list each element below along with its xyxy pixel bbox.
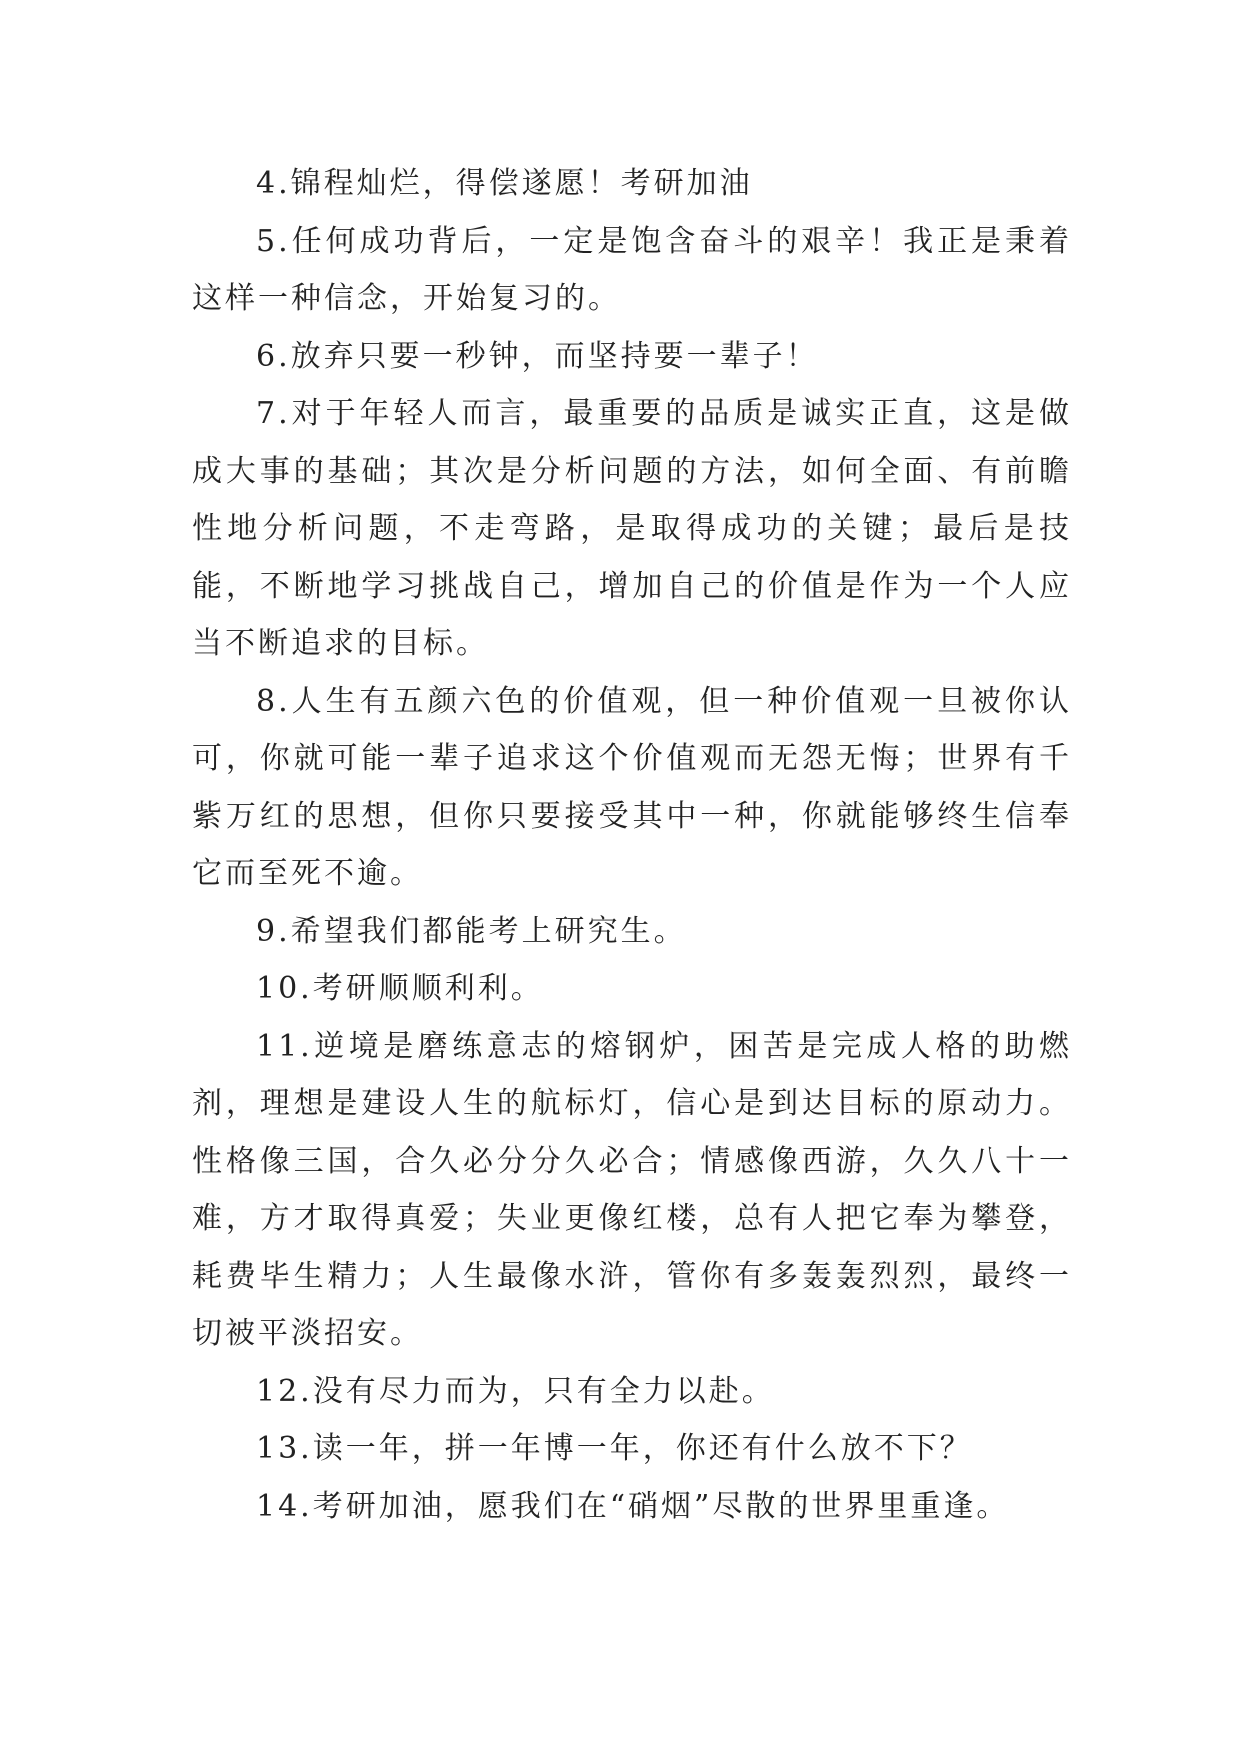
paragraph-12: 12.没有尽力而为，只有全力以赴。: [256, 1373, 775, 1409]
document-body: [192, 155, 1072, 1535]
paragraph-4: 4.锦程灿烂，得偿遂愿！考研加油: [256, 166, 753, 201]
paragraph-7: 7.对于年轻人而言，最重要的品质是诚实正直，这是做成大事的基础；其次是分析问题的方法，如何全面、有前瞻性地分析问题，不走弯路，是取得成功的关键；最后是技能，不断地学习挑战自己，增加自己的价值是作为一个人应当不断追求的目标。: [192, 396, 1072, 661]
paragraph-8: 8.人生有五颜六色的价值观，但一种价值观一旦被你认可，你就可能一辈子追求这个价值观而无怨无悔；世界有千紫万红的思想，但你只要接受其中一种，你就能够终生信奉它而至死不逾。: [192, 683, 1072, 891]
paragraph-6: 6.放弃只要一秒钟，而坚持要一辈子！: [256, 338, 819, 374]
paragraph-10: 10.考研顺顺利利。: [256, 971, 544, 1006]
paragraph-9: 9.希望我们都能考上研究生。: [256, 913, 687, 949]
paragraph-5: 5.任何成功背后，一定是饱含奋斗的艰辛！我正是秉着这样一种信念，开始复习的。: [192, 223, 1072, 316]
paragraph-13: 13.读一年，拼一年博一年，你还有什么放不下？: [256, 1431, 973, 1466]
paragraph-14: 14.考研加油，愿我们在“硝烟”尽散的世界里重逢。: [256, 1488, 1010, 1524]
paragraph-11: 11.逆境是磨练意志的熔钢炉，困苦是完成人格的助燃剂，理想是建设人生的航标灯，信心是到达目标的原动力。性格像三国，合久必分分久必合；情感像西游，久久八十一难，方才取得真爱；失业更像红楼，总有人把它奉为攀登，耗费毕生精力；人生最像水浒，管你有多轰轰烈烈，最终一切被平淡招安。: [192, 1028, 1072, 1351]
